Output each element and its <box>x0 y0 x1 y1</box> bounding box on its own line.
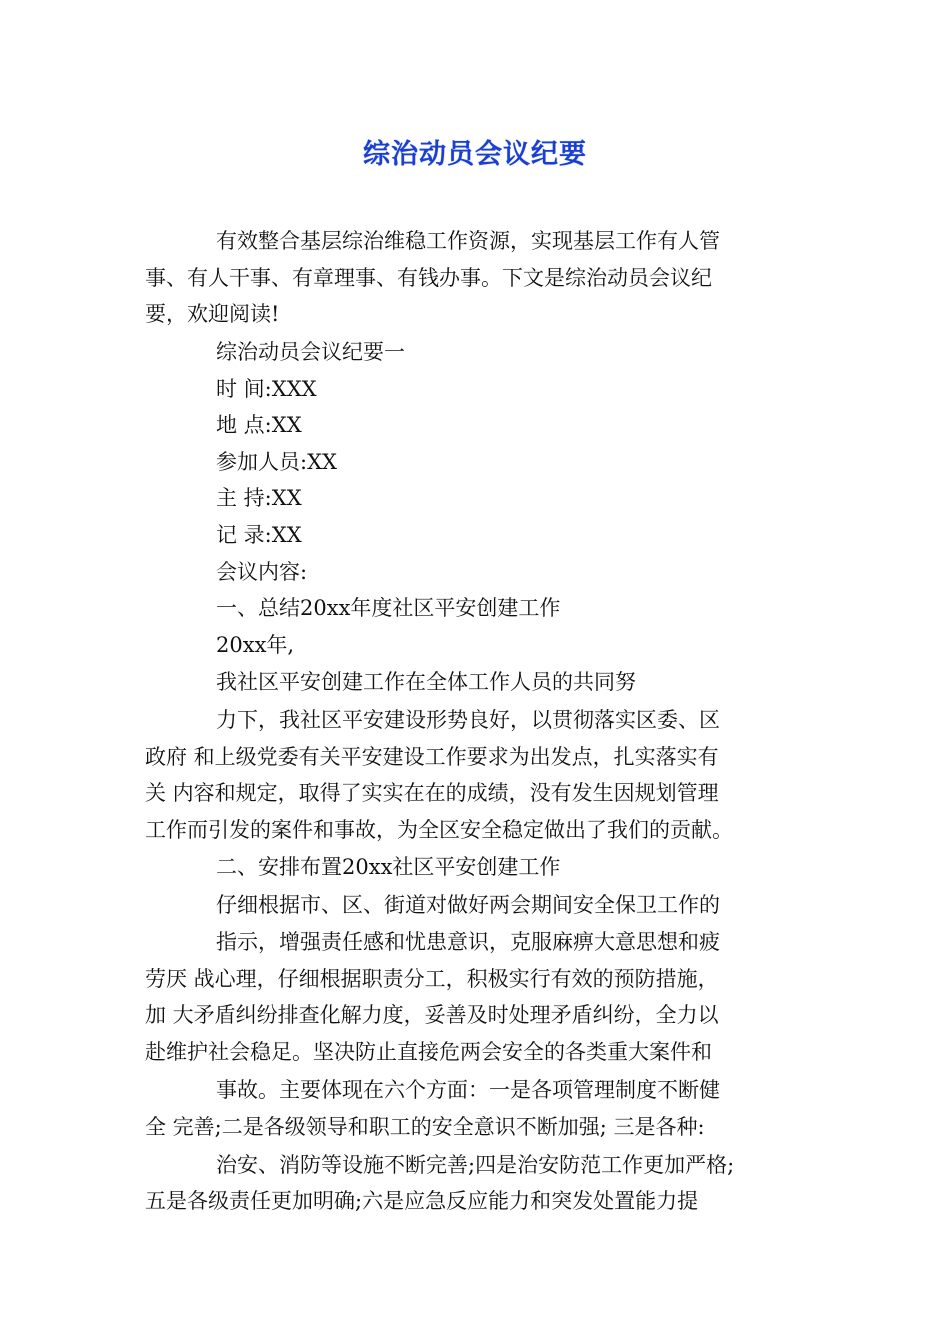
meeting-attendees: 参加人员:XX <box>216 450 337 474</box>
section-heading: 二、安排布置20xx社区平安创建工作 <box>216 855 561 879</box>
paragraph-line: 我社区平安创建工作在全体工作人员的共同努 <box>216 670 636 694</box>
paragraph-line: 加 大矛盾纠纷排查化解力度，妥善及时处理矛盾纠纷，全力以 <box>145 1003 719 1027</box>
paragraph-line: 全 完善;二是各级领导和职工的安全意识不断加强; 三是各种: <box>145 1115 705 1139</box>
paragraph-line: 关 内容和规定，取得了实实在在的成绩，没有发生因规划管理 <box>145 781 719 805</box>
paragraph-line: 治安、消防等设施不断完善;四是治安防范工作更加严格; <box>216 1153 735 1177</box>
paragraph-line: 力下，我社区平安建设形势良好，以贯彻落实区委、区 <box>216 708 720 732</box>
document-title: 综治动员会议纪要 <box>363 139 587 170</box>
paragraph-line: 要，欢迎阅读! <box>145 302 280 326</box>
paragraph-line: 20xx年, <box>216 633 295 657</box>
paragraph-line: 指示，增强责任感和忧患意识，克服麻痹大意思想和疲 <box>216 930 720 954</box>
paragraph-line: 赴维护社会稳足。坚决防止直接危两会安全的各类重大案件和 <box>145 1040 712 1064</box>
paragraph-line: 事故。主要体现在六个方面：一是各项管理制度不断健 <box>216 1078 720 1102</box>
meeting-time: 时 间:XXX <box>216 377 317 401</box>
meeting-content-label: 会议内容: <box>216 560 308 584</box>
section-heading: 一、总结20xx年度社区平安创建工作 <box>216 596 561 620</box>
section-heading: 综治动员会议纪要一 <box>216 340 405 364</box>
paragraph-line: 政府 和上级党委有关平安建设工作要求为出发点，扎实落实有 <box>145 745 719 769</box>
paragraph-line: 劳厌 战心理，仔细根据职责分工，积极实行有效的预防措施， <box>145 967 719 991</box>
paragraph-line: 仔细根据市、区、街道对做好两会期间安全保卫工作的 <box>216 893 720 917</box>
meeting-host: 主 持:XX <box>216 486 302 510</box>
meeting-location: 地 点:XX <box>216 413 302 437</box>
paragraph-line: 工作而引发的案件和事故，为全区安全稳定做出了我们的贡献。 <box>145 818 733 842</box>
paragraph-line: 事、有人干事、有章理事、有钱办事。下文是综治动员会议纪 <box>145 266 712 290</box>
meeting-recorder: 记 录:XX <box>216 523 302 547</box>
paragraph-line: 有效整合基层综治维稳工作资源，实现基层工作有人管 <box>216 229 720 253</box>
paragraph-line: 五是各级责任更加明确;六是应急反应能力和突发处置能力提 <box>145 1189 699 1213</box>
